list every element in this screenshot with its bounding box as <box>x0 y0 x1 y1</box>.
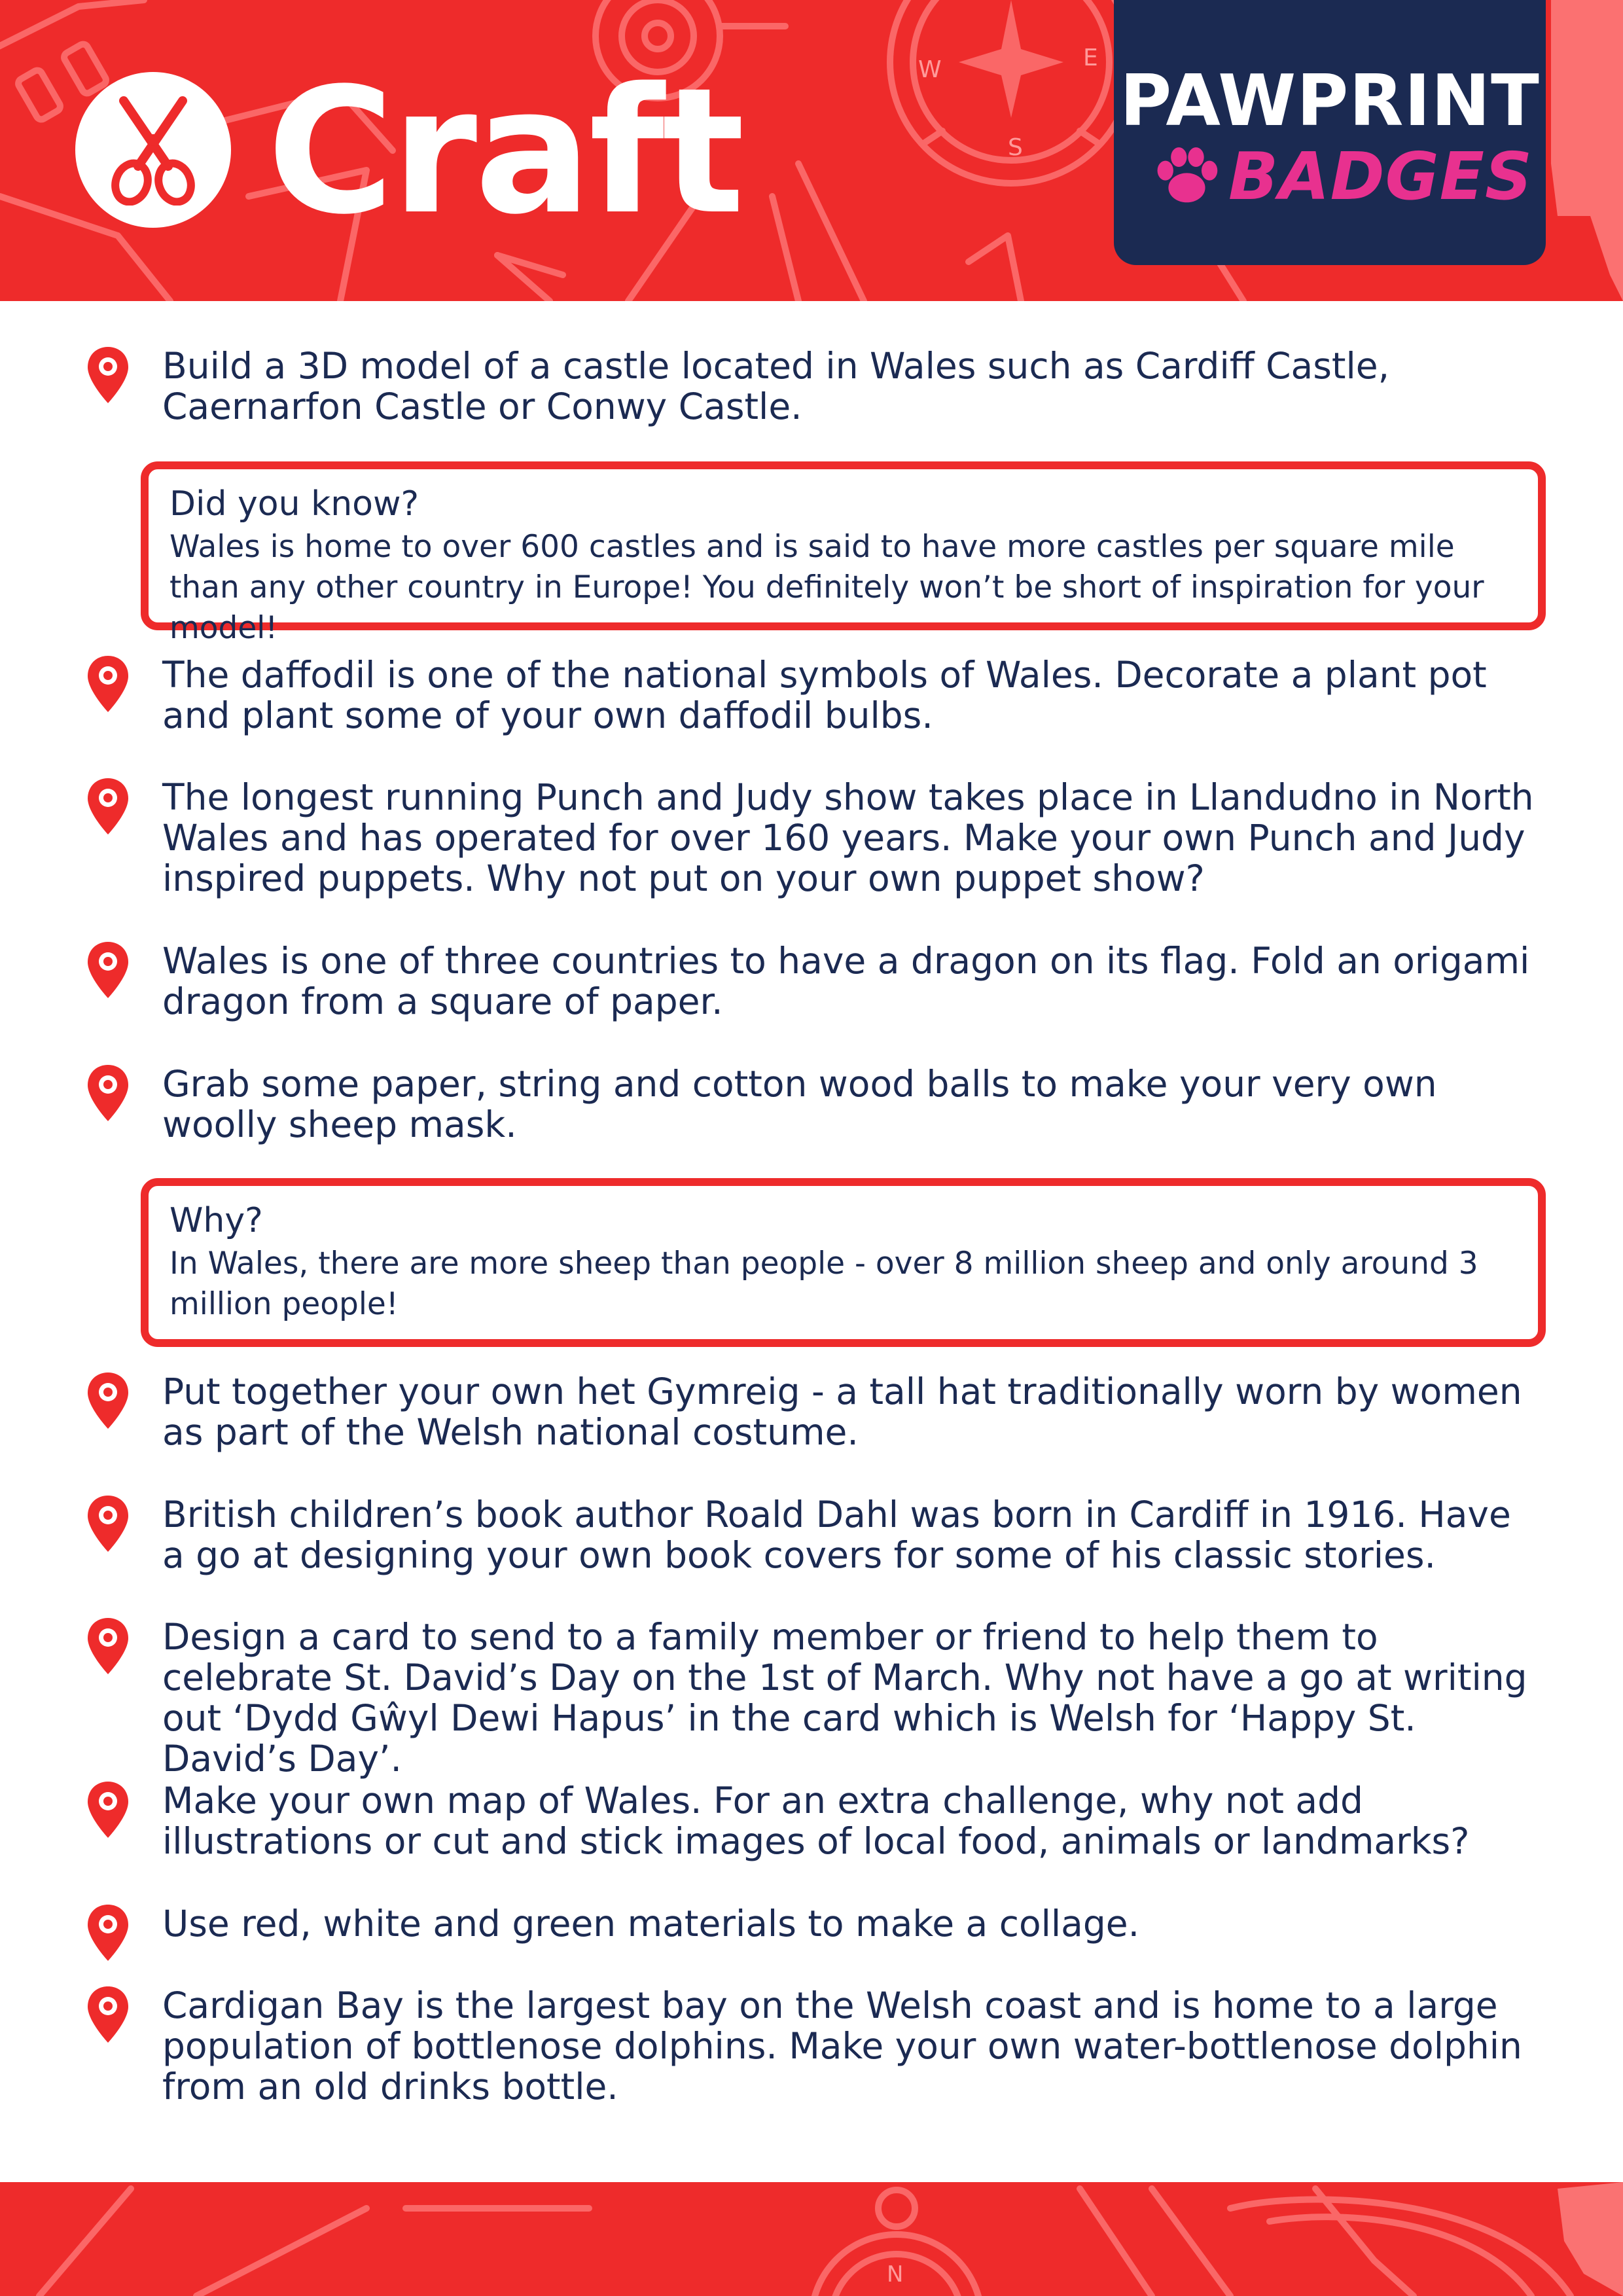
box-body: Wales is home to over 600 castles and is said to have more castles per square mile than any other country in Europe! You definitely won’t be short of inspiration for your model! <box>169 529 1484 646</box>
page-title: Craft <box>267 51 742 253</box>
scissors-icon <box>104 94 202 206</box>
map-pin-icon <box>86 777 130 836</box>
header-banner <box>0 0 1623 301</box>
list-item-text: The longest running Punch and Judy show takes place in Llandudno in North Wales and has operated for over 160 years. Make your own Punch and Judy inspired puppets. Why not put on your own puppet show? <box>162 776 1534 899</box>
map-pin-icon <box>86 655 130 713</box>
list-item-text: Cardigan Bay is the largest bay on the Welsh coast and is home to a large population of bottlenose dolphins. Make your own water-bottlenose dolphin from an old drinks bottle. <box>162 1984 1522 2108</box>
paw-print-icon <box>1153 144 1221 209</box>
list-item-text: Use red, white and green materials to make a collage. <box>162 1903 1140 1945</box>
scissors-icon-badge <box>75 72 231 228</box>
svg-text:S: S <box>1008 134 1023 161</box>
pawprint-badges-logo <box>1114 0 1546 265</box>
footer-background-doodles <box>0 2182 1623 2296</box>
map-pin-icon <box>86 1780 130 1839</box>
list-item-text: Wales is one of three countries to have a dragon on its flag. Fold an origami dragon from a square of paper. <box>162 940 1530 1022</box>
map-pin-icon <box>86 1064 130 1122</box>
logo-text-bottom: BADGES <box>1228 138 1533 215</box>
svg-text:N: N <box>887 2261 904 2287</box>
list-item-text: Make your own map of Wales. For an extra challenge, why not add illustrations or cut and stick images of local food, animals or landmarks? <box>162 1780 1470 1862</box>
list-item-text: British children’s book author Roald Dahl was born in Cardiff in 1916. Have a go at designing your own book covers for some of his classic stories. <box>162 1494 1511 1576</box>
list-item-text: Grab some paper, string and cotton wood balls to make your very own woolly sheep mask. <box>162 1063 1437 1145</box>
map-pin-icon <box>86 1903 130 1962</box>
map-pin-icon <box>86 941 130 999</box>
list-item-text: The daffodil is one of the national symbols of Wales. Decorate a plant pot and plant some of your own daffodil bulbs. <box>162 654 1487 736</box>
list-item-text: Design a card to send to a family member or friend to help them to celebrate St. David’s Day on the 1st of March. Why not have a go at writing out ‘Dydd Gŵyl Dewi Hapus’ in the card which is Welsh for ‘Happy St. David’s Day’. <box>162 1616 1527 1780</box>
map-pin-icon <box>86 346 130 404</box>
map-pin-icon <box>86 1371 130 1430</box>
box-title: Why? <box>169 1201 263 1240</box>
svg-text:E: E <box>1083 45 1098 71</box>
map-pin-icon <box>86 1617 130 1676</box>
why-box <box>141 1178 1546 1347</box>
logo-bottom-row <box>1153 138 1533 215</box>
list-item-text: Build a 3D model of a castle located in Wales such as Cardiff Castle, Caernarfon Castle or Conwy Castle. <box>162 345 1390 427</box>
did-you-know-box <box>141 461 1546 646</box>
svg-text:W: W <box>918 56 942 83</box>
footer-banner <box>0 2182 1623 2296</box>
list-item-text: Put together your own het Gymreig - a tall hat traditionally worn by women as part of the Welsh national costume. <box>162 1371 1522 1453</box>
logo-text-top: PAWPRINT <box>1120 60 1540 142</box>
map-pin-icon <box>86 1985 130 2044</box>
box-body: In Wales, there are more sheep than people - over 8 million sheep and only around 3 million people! <box>169 1246 1478 1322</box>
box-title: Did you know? <box>169 484 419 524</box>
map-pin-icon <box>86 1494 130 1553</box>
